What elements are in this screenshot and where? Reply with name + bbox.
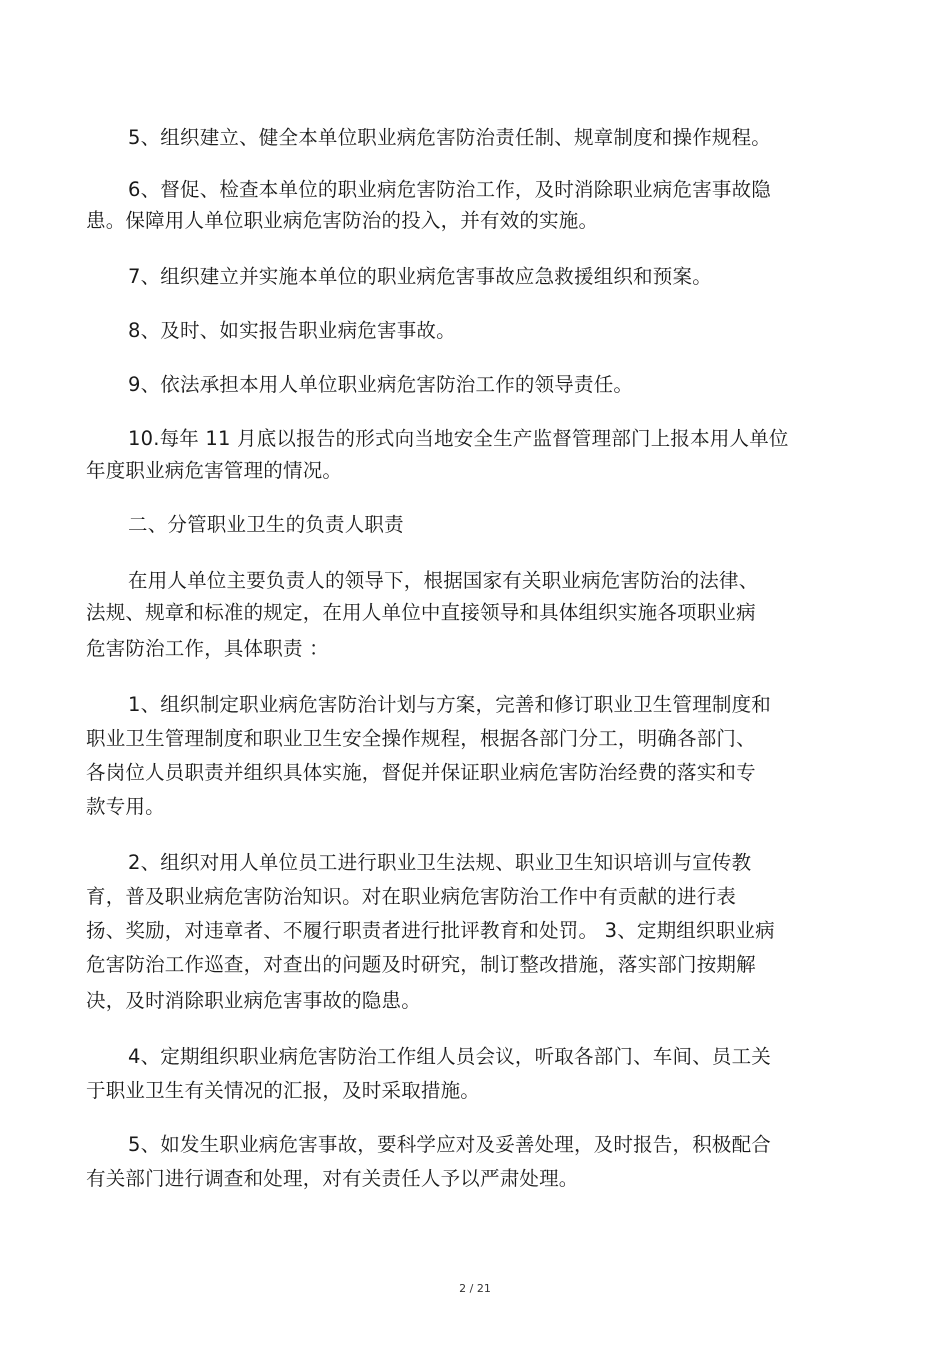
text-line: 9、依法承担本用人单位职业病危害防治工作的领导责任。 (128, 373, 634, 396)
text-line: 6、督促、检查本单位的职业病危害防治工作，及时消除职业病危害事故隐 (128, 178, 772, 201)
text-line: 决，及时消除职业病危害事故的隐患。 (86, 989, 421, 1012)
text-line: 在用人单位主要负责人的领导下，根据国家有关职业病危害防治的法律、 (128, 569, 759, 592)
text-line: 4、定期组织职业病危害防治工作组人员会议，听取各部门、车间、员工关 (128, 1045, 772, 1068)
text-line: 育，普及职业病危害防治知识。对在职业病危害防治工作中有贡献的进行表 (86, 885, 737, 908)
text-line: 有关部门进行调查和处理，对有关责任人予以严肃处理。 (86, 1167, 579, 1190)
text-line: 1、组织制定职业病危害防治计划与方案，完善和修订职业卫生管理制度和 (128, 693, 772, 716)
text-line: 5、如发生职业病危害事故，要科学应对及妥善处理，及时报告，积极配合 (128, 1133, 772, 1156)
text-line: 7、组织建立并实施本单位的职业病危害事故应急救援组织和预案。 (128, 265, 712, 288)
page-number: 2 / 21 (459, 1282, 491, 1295)
text-line: 患。保障用人单位职业病危害防治的投入，并有效的实施。 (86, 209, 599, 232)
text-line: 扬、奖励，对违章者、不履行职责者进行批评教育和处罚。 3、定期组织职业病 (86, 919, 775, 942)
text-line: 危害防治工作巡查，对查出的问题及时研究，制订整改措施，落实部门按期解 (86, 953, 756, 976)
text-line: 8、及时、如实报告职业病危害事故。 (128, 319, 456, 342)
text-line: 各岗位人员职责并组织具体实施，督促并保证职业病危害防治经费的落实和专 (86, 761, 756, 784)
text-line: 于职业卫生有关情况的汇报，及时采取措施。 (86, 1079, 481, 1102)
text-line: 5、组织建立、健全本单位职业病危害防治责任制、规章制度和操作规程。 (128, 126, 772, 149)
text-line: 危害防治工作，具体职责 ： (86, 637, 329, 660)
text-line: 职业卫生管理制度和职业卫生安全操作规程，根据各部门分工，明确各部门、 (86, 727, 756, 750)
text-line: 法规、规章和标准的规定，在用人单位中直接领导和具体组织实施各项职业病 (86, 601, 756, 624)
text-line: 年度职业病危害管理的情况。 (86, 459, 343, 482)
text-line: 2、组织对用人单位员工进行职业卫生法规、职业卫生知识培训与宣传教 (128, 851, 752, 874)
text-line: 10.每年 11 月底以报告的形式向当地安全生产监督管理部门上报本用人单位 (128, 427, 789, 450)
section-heading: 二、分管职业卫生的负责人职责 (128, 513, 404, 536)
text-line: 款专用。 (86, 795, 165, 818)
